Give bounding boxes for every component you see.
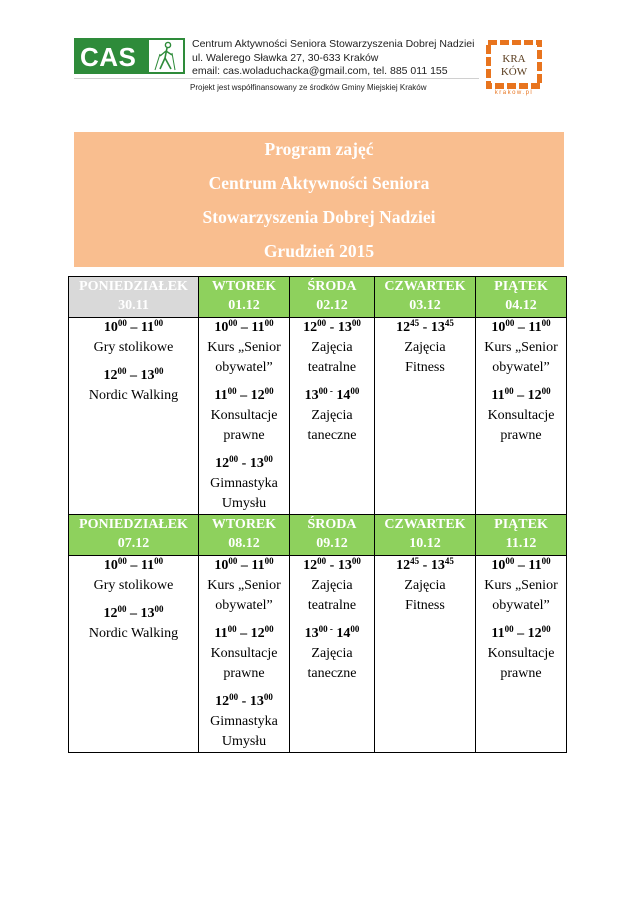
day-header-cell	[476, 277, 567, 318]
activity-spacer	[290, 616, 374, 624]
activity-time: $12^{00} - 13^{00}$	[303, 556, 361, 573]
activity-spacer	[476, 616, 566, 624]
activity-name: Gry stolikowe	[93, 340, 174, 355]
time-start-minutes: 00	[117, 318, 127, 328]
activity-name: teatralne	[307, 598, 357, 613]
activity-cell	[375, 318, 476, 515]
header-divider	[74, 78, 479, 79]
activity-row	[69, 556, 567, 753]
day-header-cell	[476, 515, 567, 556]
activity-cell	[476, 318, 567, 515]
time-end-minutes: 00	[264, 556, 274, 566]
schedule-table	[68, 276, 567, 753]
activity-spacer	[476, 378, 566, 386]
time-start-minutes: 00	[317, 556, 327, 566]
activity-name: taneczne	[307, 428, 357, 443]
activity-name: teatralne	[307, 360, 357, 375]
day-date: 09.12	[316, 536, 348, 551]
activity-name: Umysłu	[221, 496, 267, 511]
time-end-minutes: 00	[350, 624, 360, 634]
day-date: 02.12	[316, 298, 348, 313]
krakow-url: krakow.pl	[494, 90, 534, 96]
activity-name: obywatel”	[215, 360, 273, 375]
title-line-1: Program zajęć	[264, 139, 374, 159]
cas-logo-text: CAS	[80, 42, 137, 72]
activity-name: Zajęcia	[311, 646, 353, 661]
day-date: 11.12	[505, 536, 537, 551]
day-date: 10.12	[409, 536, 441, 551]
day-header-cell	[69, 277, 199, 318]
time-end-minutes: 00	[154, 556, 164, 566]
activity-name: Zajęcia	[404, 578, 446, 593]
time-end-minutes: 00	[154, 604, 164, 614]
activity-name: Kurs „Senior	[484, 340, 558, 355]
activity-name: Nordic Walking	[88, 388, 179, 403]
activity-spacer	[199, 446, 289, 454]
activity-time: $10^{00} - 11^{00}$	[214, 556, 274, 573]
day-header-cell	[375, 277, 476, 318]
time-end-minutes: 00	[350, 386, 360, 396]
activity-name: Kurs „Senior	[207, 340, 281, 355]
program-title-box	[74, 132, 564, 267]
activity-spacer	[199, 378, 289, 386]
activity-time: $11^{00} - 12^{00}$	[214, 386, 274, 403]
time-start-minutes: 00	[227, 624, 237, 634]
activity-time: $12^{45} - 13^{45}$	[396, 556, 454, 573]
activity-name: obywatel”	[492, 360, 550, 375]
activity-name: prawne	[223, 666, 265, 681]
time-end-minutes: 00	[154, 366, 164, 376]
activity-name: Umysłu	[221, 734, 267, 749]
activity-cell	[69, 556, 199, 753]
activity-time: $12^{00} - 13^{00}$	[215, 454, 273, 471]
activity-time: $12^{00} - 13^{00}$	[103, 604, 164, 621]
day-header-cell	[199, 515, 290, 556]
activity-name: Kurs „Senior	[484, 578, 558, 593]
activity-name: Kurs „Senior	[207, 578, 281, 593]
time-start-minutes: 00	[228, 318, 238, 328]
day-date: 03.12	[409, 298, 441, 313]
time-end-minutes: 00	[541, 318, 551, 328]
time-start-minutes: 00 -	[318, 624, 333, 634]
krakow-logo-text-top: KRA	[502, 53, 526, 65]
time-start-minutes: 45	[410, 318, 420, 328]
time-end-minutes: 00	[154, 318, 164, 328]
activity-spacer	[199, 616, 289, 624]
activity-cell	[199, 556, 290, 753]
day-date: 04.12	[505, 298, 537, 313]
time-start-minutes: 00	[504, 386, 514, 396]
nordic-walker-icon	[151, 41, 181, 71]
activity-time: $13^{00 -}$ $14^{00}$	[304, 386, 360, 403]
activity-time: $12^{45} - 13^{45}$	[396, 318, 454, 335]
time-end-minutes: 00	[263, 454, 273, 464]
day-name: ŚRODA	[307, 279, 357, 294]
time-end-minutes: 00	[541, 624, 551, 634]
title-line-4: Grudzień 2015	[263, 241, 375, 261]
activity-name: prawne	[223, 428, 265, 443]
activity-spacer	[199, 684, 289, 692]
krakow-logo-text-bottom: KÓW	[500, 66, 528, 78]
activity-name: obywatel”	[492, 598, 550, 613]
activity-cell	[476, 556, 567, 753]
funding-note: Projekt jest współfinansowany ze środków Gminy Miejskiej Kraków	[190, 83, 427, 92]
activity-name: Nordic Walking	[88, 626, 179, 641]
day-name: CZWARTEK	[384, 279, 466, 294]
activity-time: $10^{00} - 11^{00}$	[103, 318, 164, 335]
activity-name: prawne	[500, 428, 542, 443]
time-start-minutes: 00	[229, 454, 239, 464]
time-start-minutes: 00	[317, 318, 327, 328]
activity-name: Gimnastyka	[210, 476, 278, 491]
day-name: WTOREK	[211, 279, 277, 294]
time-start-minutes: 00 -	[318, 386, 333, 396]
activity-time: $10^{00} - 11^{00}$	[491, 556, 551, 573]
time-start-minutes: 00	[117, 366, 127, 376]
activity-spacer	[290, 378, 374, 386]
day-name: PIĄTEK	[494, 517, 548, 532]
time-start-minutes: 00	[504, 624, 514, 634]
activity-name: obywatel”	[215, 598, 273, 613]
activity-cell	[199, 318, 290, 515]
day-header-cell	[290, 277, 375, 318]
time-end-minutes: 00	[351, 318, 361, 328]
activity-spacer	[69, 358, 198, 366]
time-start-minutes: 00	[228, 556, 238, 566]
activity-row	[69, 318, 567, 515]
time-end-minutes: 00	[541, 556, 551, 566]
time-start-minutes: 00	[117, 556, 127, 566]
time-end-minutes: 45	[444, 318, 454, 328]
time-start-minutes: 45	[410, 556, 420, 566]
day-date: 07.12	[117, 536, 150, 551]
day-name: CZWARTEK	[384, 517, 466, 532]
activity-name: Konsultacje	[210, 408, 278, 423]
activity-spacer	[69, 596, 198, 604]
activity-time: $12^{00} - 13^{00}$	[303, 318, 361, 335]
time-start-minutes: 00	[229, 692, 239, 702]
day-name: ŚRODA	[307, 517, 357, 532]
activity-name: Zajęcia	[311, 340, 353, 355]
title-line-3: Stowarzyszenia Dobrej Nadziei	[202, 207, 436, 227]
activity-name: Gry stolikowe	[93, 578, 174, 593]
activity-time: $10^{00} - 11^{00}$	[103, 556, 164, 573]
time-end-minutes: 45	[444, 556, 454, 566]
day-date: 01.12	[228, 298, 260, 313]
activity-time: $12^{00} - 13^{00}$	[215, 692, 273, 709]
activity-name: Konsultacje	[487, 646, 555, 661]
day-name: PONIEDZIAŁEK	[79, 517, 188, 532]
time-start-minutes: 00	[227, 386, 237, 396]
activity-name: taneczne	[307, 666, 357, 681]
day-header-row	[69, 515, 567, 556]
activity-time: $10^{00} - 11^{00}$	[214, 318, 274, 335]
activity-cell	[290, 318, 375, 515]
day-header-cell	[375, 515, 476, 556]
cas-logo	[74, 38, 185, 74]
activity-time: $11^{00} - 12^{00}$	[491, 386, 551, 403]
krakow-logo	[486, 40, 542, 96]
activity-name: Fitness	[405, 360, 445, 375]
day-name: WTOREK	[211, 517, 277, 532]
day-name: PIĄTEK	[494, 279, 548, 294]
activity-name: Zajęcia	[311, 578, 353, 593]
org-address: ul. Walerego Sławka 27, 30-633 Kraków	[192, 51, 379, 64]
time-start-minutes: 00	[505, 556, 515, 566]
activity-name: Konsultacje	[487, 408, 555, 423]
day-name: PONIEDZIAŁEK	[79, 279, 188, 294]
activity-name: Zajęcia	[311, 408, 353, 423]
activity-name: prawne	[500, 666, 542, 681]
activity-time: $11^{00} - 12^{00}$	[214, 624, 274, 641]
activity-name: Konsultacje	[210, 646, 278, 661]
day-header-cell	[199, 277, 290, 318]
day-header-cell	[69, 515, 199, 556]
day-header-cell	[290, 515, 375, 556]
activity-cell	[375, 556, 476, 753]
activity-name: Zajęcia	[404, 340, 446, 355]
time-start-minutes: 00	[117, 604, 127, 614]
activity-time: $13^{00 -}$ $14^{00}$	[304, 624, 360, 641]
org-name: Centrum Aktywności Seniora Stowarzyszenia Dobrej Nadziei	[192, 38, 475, 50]
activity-name: Gimnastyka	[210, 714, 278, 729]
activity-time: $12^{00} - 13^{00}$	[103, 366, 164, 383]
activity-time: $11^{00} - 12^{00}$	[491, 624, 551, 641]
time-end-minutes: 00	[264, 386, 274, 396]
time-end-minutes: 00	[264, 624, 274, 634]
time-end-minutes: 00	[263, 692, 273, 702]
day-header-row	[69, 277, 567, 318]
time-end-minutes: 00	[351, 556, 361, 566]
organization-info	[192, 38, 474, 79]
day-date: 30.11	[118, 298, 149, 313]
activity-time: $10^{00} - 11^{00}$	[491, 318, 551, 335]
org-contact: email: cas.woladuchacka@gmail.com, tel. 885 011 155	[192, 65, 448, 77]
activity-cell	[69, 318, 199, 515]
time-end-minutes: 00	[264, 318, 274, 328]
time-start-minutes: 00	[505, 318, 515, 328]
time-end-minutes: 00	[541, 386, 551, 396]
activity-cell	[290, 556, 375, 753]
title-line-2: Centrum Aktywności Seniora	[208, 173, 430, 193]
day-date: 08.12	[228, 536, 260, 551]
activity-name: Fitness	[405, 598, 445, 613]
